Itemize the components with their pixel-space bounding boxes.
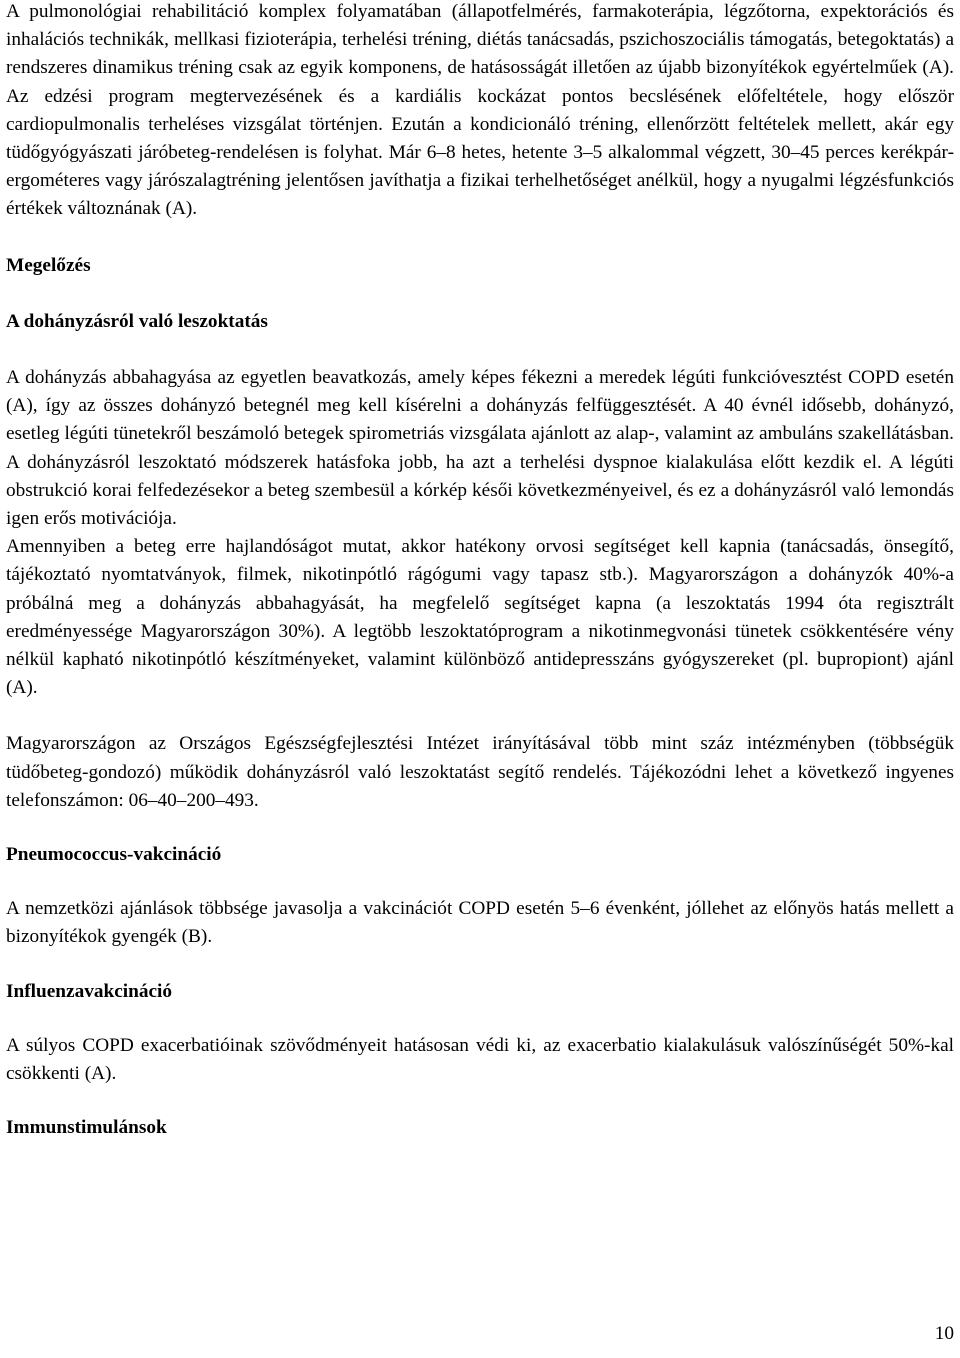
page-number: 10 (934, 1323, 954, 1344)
heading-pneumococcus: Pneumococcus-vakcináció (6, 844, 222, 866)
heading-influenza: Influenzavakcináció (6, 980, 173, 1002)
paragraph-pneumococcus: A nemzetközi ajánlások többsége javasolja a vakcinációt COPD esetén 5–6 évenként, jóllehet az előnyös hatás mellett a bizonyítékok gyengék (B). (6, 898, 954, 948)
paragraph-influenza: A súlyos COPD exacerbatióinak szövődményeit hatásosan védi ki, az exacerbatio kialakulásuk valószínűségét 50%-kal csökkenti (A). (6, 1034, 954, 1085)
paragraph-smoking-cessation-1: A dohányzás abbahagyása az egyetlen beavatkozás, amely képes fékezni a meredek légúti funkcióvesztést COPD esetén (A), így az összes dohányzó betegnél meg kell kísérelni a dohányzás felfüggesztését. A 40 évnél idősebb, dohányzó, esetleg légúti tünetekről beszámoló betegek spirometriás vizsgálata ajánlott az alap-, valamint az ambuláns szakellátásban. A dohányzásról leszoktató módszerek hatásfoka jobb, ha azt a terhelési dyspnoe kialakulása előtt kezdik el. A légúti obstrukció korai felfedezésekor a beteg szembesül a kórkép késői következményeivel, és ez a dohányzásról való lemondás igen erős motivációja. (6, 367, 954, 530)
heading-smoking-cessation: A dohányzásról való leszoktatás (6, 310, 268, 332)
heading-prevention: Megelőzés (6, 254, 91, 276)
paragraph-smoking-cessation-2: Amennyiben a beteg erre hajlandóságot mutat, akkor hatékony orvosi segítséget kell kapnia (tanácsadás, önsegítő, tájékoztató nyomtatványok, filmek, nikotinpótló rágógumi vagy tapasz stb.). Magyarországon a dohányzók 40%-a próbálná meg a dohányzás abbahagyását, ha megfelelő segítséget kapna (a leszoktatás 1994 óta regisztrált eredményessége Magyarországon 30%). A legtöbb leszoktatóprogram a nikotinmegvonási tünetek csökkentésére vény nélkül kapható nikotinpótló készítményeket, valamint különböző antidepresszáns gyógyszereket (pl. bupropiont) ajánl (A). (6, 536, 954, 699)
document-page (6, 0, 954, 1143)
paragraph-rehabilitation: A pulmonológiai rehabilitáció komplex folyamatában (állapotfelmérés, farmakoterápia, légzőtorna, expektorációs és inhalációs technikák, mellkasi fizioterápia, terhelési tréning, diétás tanácsadás, pszichoszociális támogatás, betegoktatás) a rendszeres dinamikus tréning csak az egyik komponens, de hatásosságát illetően az újabb bizonyítékok egyértelműek (A). Az edzési program megtervezésének és a kardiális kockázat pontos becslésének előfeltétele, hogy először cardiopulmonalis terheléses vizsgálat történjen. Ezután a kondicionáló tréning, ellenőrzött feltételek mellett, akár egy tüdőgyógyászati járóbeteg-rendelésen is folyhat. Már 6–8 hetes, hetente 3–5 alkalommal végzett, 30–45 perces kerékpár-ergométeres vagy járószalagtréning jelentősen javíthatja a fizikai terhelhetőséget anélkül, hogy a nyugalmi légzésfunkciós értékek változnának (A). (6, 1, 954, 220)
heading-immunostimulants: Immunstimulánsok (6, 1117, 167, 1139)
paragraph-smoking-cessation-3: Magyarországon az Országos Egészségfejlesztési Intézet irányításával több mint száz intézményben (többségük tüdőbeteg-gondozó) működik dohányzásról való leszoktatást segítő rendelés. Tájékozódni lehet a következő ingyenes telefonszámon: 06–40–200–493. (6, 733, 954, 811)
